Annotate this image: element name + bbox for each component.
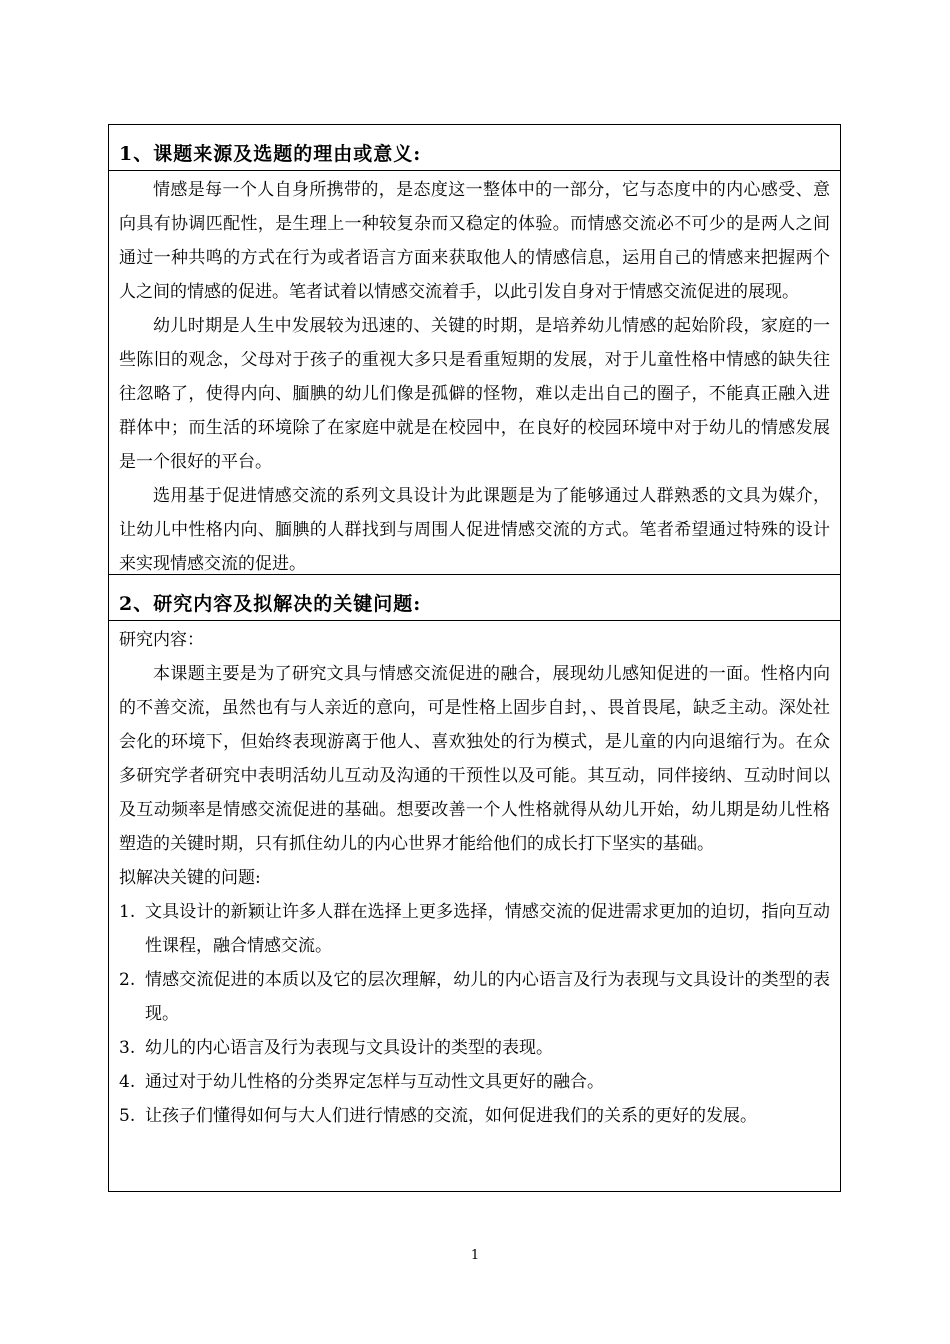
section2-body <box>109 621 840 1191</box>
list-item-number: 4. <box>119 1072 136 1092</box>
list-item-number: 1. <box>119 902 136 922</box>
list-item-text: 幼儿的内心语言及行为表现与文具设计的类型的表现。 <box>145 1038 553 1058</box>
research-content-paragraph: 本课题主要是为了研究文具与情感交流促进的融合，展现幼儿感知促进的一面。性格内向的不善交流，虽然也有与人亲近的意向，可是性格上固步自封，、畏首畏尾，缺乏主动。深处社会化的环境下，但始终表现游离于他人、喜欢独处的行为模式，是儿童的内向退缩行为。在众多研究学者研究中表明活幼儿互动及沟通的干预性以及可能。其互动，同伴接纳、互动时间以及互动频率是情感交流促进的基础。想要改善一个人性格就得从幼儿开始，幼儿期是幼儿性格塑造的关键时期，只有抓住幼儿的内心世界才能给他们的成长打下坚实的基础。 <box>119 664 830 854</box>
section2-title: 2、研究内容及拟解决的关键问题: <box>119 593 422 615</box>
key-problems-label: 拟解决关键的问题: <box>119 868 261 888</box>
proposal-table <box>108 124 841 1192</box>
section1-body-row <box>109 171 840 575</box>
research-content-label: 研究内容： <box>119 630 204 650</box>
list-item <box>119 895 830 963</box>
section1-title: 1、课题来源及选题的理由或意义: <box>119 143 422 165</box>
list-item <box>119 1031 830 1065</box>
section1-paragraph-2: 幼儿时期是人生中发展较为迅速的、关键的时期，是培养幼儿情感的起始阶段，家庭的一些陈旧的观念，父母对于孩子的重视大多只是看重短期的发展，对于儿童性格中情感的缺失往往忽略了，使得内向、腼腆的幼儿们像是孤僻的怪物，难以走出自己的圈子，不能真正融入进群体中；而生活的环境除了在家庭中就是在校园中，在良好的校园环境中对于幼儿的情感发展是一个很好的平台。 <box>119 316 830 472</box>
list-item-text: 通过对于幼儿性格的分类界定怎样与互动性文具更好的融合。 <box>145 1072 604 1092</box>
list-item-text: 文具设计的新颖让许多人群在选择上更多选择，情感交流的促进需求更加的迫切，指向互动性课程，融合情感交流。 <box>145 902 830 956</box>
list-item-number: 2. <box>119 970 136 990</box>
key-problems-list <box>119 895 830 1133</box>
list-item-text: 情感交流促进的本质以及它的层次理解，幼儿的内心语言及行为表现与文具设计的类型的表现。 <box>145 970 830 1024</box>
page-number: 1 <box>470 1248 480 1263</box>
section1-paragraph-3: 选用基于促进情感交流的系列文具设计为此课题是为了能够通过人群熟悉的文具为媒介，让幼儿中性格内向、腼腆的人群找到与周围人促进情感交流的方式。笔者希望通过特殊的设计来实现情感交流的促进。 <box>119 486 830 574</box>
list-item <box>119 963 830 1031</box>
section2-title-row <box>109 575 840 621</box>
list-item-number: 3. <box>119 1038 136 1058</box>
section1-title-row <box>109 125 840 171</box>
list-item <box>119 1099 830 1133</box>
list-item <box>119 1065 830 1099</box>
list-item-number: 5. <box>119 1106 136 1126</box>
section1-paragraph-1: 情感是每一个人自身所携带的，是态度这一整体中的一部分，它与态度中的内心感受、意向具有协调匹配性，是生理上一种较复杂而又稳定的体验。而情感交流必不可少的是两人之间通过一种共鸣的方式在行为或者语言方面来获取他人的情感信息，运用自己的情感来把握两个人之间的情感的促进。笔者试着以情感交流着手，以此引发自身对于情感交流促进的展现。 <box>119 180 830 302</box>
list-item-text: 让孩子们懂得如何与大人们进行情感的交流，如何促进我们的关系的更好的发展。 <box>145 1106 757 1126</box>
section2-body-row <box>109 621 840 1191</box>
section1-body <box>109 171 840 574</box>
